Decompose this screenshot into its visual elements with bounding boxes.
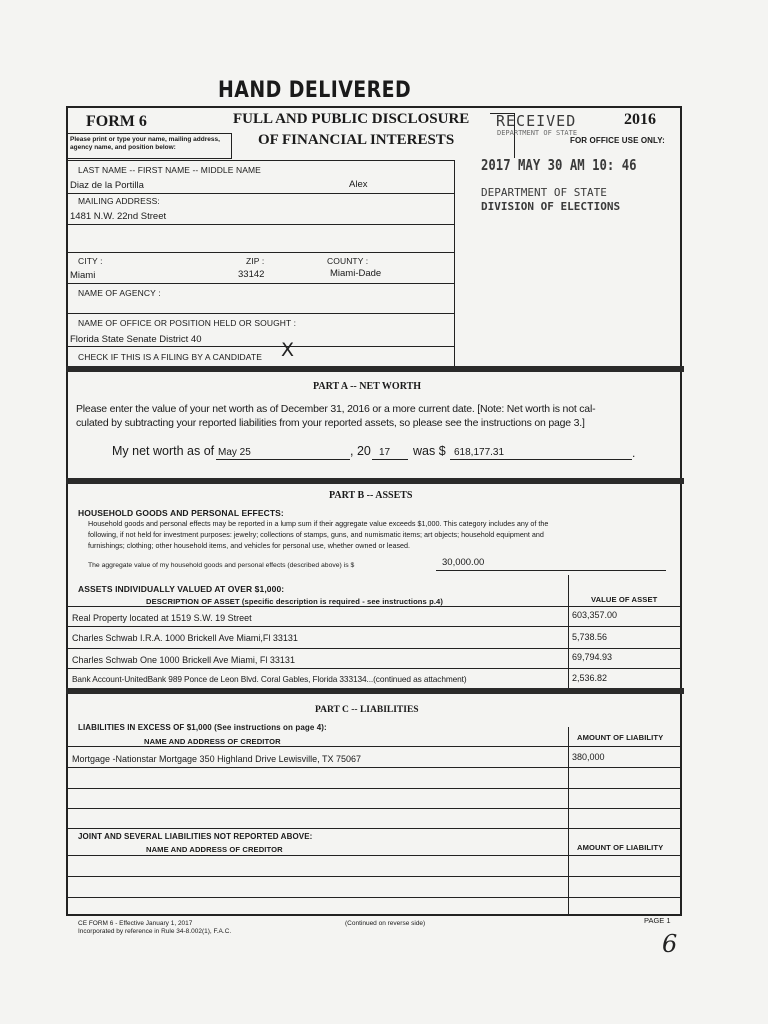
- zip-label: ZIP :: [246, 256, 265, 266]
- received-dept-top: DEPARTMENT OF STATE: [497, 129, 578, 137]
- footer-page: PAGE 1: [644, 916, 671, 925]
- form-title-line2: OF FINANCIAL INTERESTS: [258, 132, 455, 148]
- candidate-label: CHECK IF THIS IS A FILING BY A CANDIDATE: [78, 352, 262, 362]
- form-number: FORM 6: [86, 113, 147, 130]
- net-worth-amount: 618,177.31: [454, 447, 505, 458]
- net-worth-was: was $: [413, 444, 446, 458]
- part-a-instructions-2: culated by subtracting your reported liabilities from your reported assets, so please see the instructions on page 3.]: [76, 417, 585, 429]
- asset-row-value: 2,536.82: [572, 673, 608, 683]
- received-stamp: RECEIVED: [496, 112, 577, 130]
- part-c-title: PART C -- LIABILITIES: [315, 705, 419, 715]
- asset-row-value: 69,794.93: [572, 652, 613, 662]
- city-label: CITY :: [78, 256, 103, 266]
- joint-creditor-header: NAME AND ADDRESS OF CREDITOR: [146, 845, 283, 854]
- asset-row-desc: Real Property located at 1519 S.W. 19 Street: [72, 613, 252, 623]
- mailing-label: MAILING ADDRESS:: [78, 196, 160, 206]
- footer-form-ref: CE FORM 6 - Effective January 1, 2017: [78, 920, 193, 927]
- footer-continued: (Continued on reverse side): [345, 920, 426, 927]
- form-year: 2016: [624, 111, 656, 128]
- county-label: COUNTY :: [327, 256, 369, 266]
- liability-row-amount: 380,000: [572, 752, 605, 762]
- asset-row-desc: Bank Account-UnitedBank 989 Ponce de Leon Blvd. Coral Gables, Florida 333134...(continued as attachment): [72, 674, 467, 684]
- office-value: Florida State Senate District 40: [70, 334, 202, 345]
- asset-row-value: 5,738.56: [572, 632, 608, 642]
- received-datetime: 2017 MAY 30 AM 10: 46: [481, 156, 637, 174]
- candidate-checkbox[interactable]: X: [281, 339, 295, 361]
- last-name-value: Diaz de la Portilla: [70, 180, 144, 191]
- liabilities-heading: LIABILITIES IN EXCESS OF $1,000 (See instructions on page 4):: [78, 723, 327, 732]
- net-worth-period: .: [632, 446, 636, 460]
- net-worth-year: 17: [379, 447, 391, 458]
- mailing-address-value: 1481 N.W. 22nd Street: [70, 211, 167, 222]
- hand-delivered-stamp: HAND DELIVERED: [218, 78, 412, 103]
- received-division: DIVISION OF ELECTIONS: [481, 200, 621, 213]
- office-label: NAME OF OFFICE OR POSITION HELD OR SOUGHT :: [78, 318, 297, 328]
- liability-row-creditor: Mortgage -Nationstar Mortgage 350 Highland Drive Lewisville, TX 75067: [72, 754, 361, 764]
- handwritten-page-number: 6: [662, 930, 678, 958]
- received-department: DEPARTMENT OF STATE: [481, 186, 607, 199]
- agency-label: NAME OF AGENCY :: [78, 288, 161, 298]
- net-worth-comma20: , 20: [350, 444, 371, 458]
- household-heading: HOUSEHOLD GOODS AND PERSONAL EFFECTS:: [78, 508, 284, 518]
- part-a-instructions-1: Please enter the value of your net worth as of December 31, 2016 or a more current date. [Note: Net worth is not cal-: [76, 403, 596, 415]
- asset-row-desc: Charles Schwab One 1000 Brickell Ave Miami, Fl 33131: [72, 655, 295, 665]
- amount-header: AMOUNT OF LIABILITY: [577, 733, 664, 742]
- aggregate-value: 30,000.00: [442, 557, 485, 568]
- footer-rule-ref: Incorporated by reference in Rule 34-8.002(1), F.A.C.: [78, 928, 232, 935]
- asset-desc-header: DESCRIPTION OF ASSET (specific description is required - see instructions p.4): [146, 597, 443, 606]
- asset-value-header: VALUE OF ASSET: [591, 595, 658, 604]
- county-value: Miami-Dade: [330, 268, 382, 279]
- office-use-label: FOR OFFICE USE ONLY:: [570, 136, 665, 145]
- asset-row-desc: Charles Schwab I.R.A. 1000 Brickell Ave Miami,Fl 33131: [72, 633, 298, 643]
- aggregate-label: The aggregate value of my household goods and personal effects (described above) is $: [88, 562, 355, 569]
- form-title-line1: FULL AND PUBLIC DISCLOSURE: [233, 111, 470, 127]
- creditor-header: NAME AND ADDRESS OF CREDITOR: [144, 737, 281, 746]
- name-label: LAST NAME -- FIRST NAME -- MIDDLE NAME: [78, 165, 261, 175]
- joint-amount-header: AMOUNT OF LIABILITY: [577, 843, 664, 852]
- household-text-3: furnishings; clothing; other household items, and vehicles for personal use, whether owned or leased.: [88, 541, 411, 550]
- first-name-value: Alex: [349, 179, 368, 190]
- zip-value: 33142: [238, 269, 265, 280]
- net-worth-prefix: My net worth as of: [112, 444, 215, 458]
- household-text-2: following, if not held for investment purposes: jewelry; collections of stamps, guns, and numismatic items; art objects; household equipment and: [88, 530, 544, 539]
- part-b-title: PART B -- ASSETS: [329, 490, 413, 501]
- city-value: Miami: [70, 270, 96, 281]
- instructions-text: Please print or type your name, mailing address, agency name, and position below:: [70, 136, 220, 151]
- net-worth-date: May 25: [218, 447, 251, 458]
- assets-heading: ASSETS INDIVIDUALLY VALUED AT OVER $1,000:: [78, 584, 285, 594]
- part-a-title: PART A -- NET WORTH: [313, 381, 422, 392]
- household-text-1: Household goods and personal effects may be reported in a lump sum if their aggregate value exceeds $1,000. This category includes any of the: [88, 519, 549, 528]
- asset-row-value: 603,357.00: [572, 610, 618, 620]
- joint-heading: JOINT AND SEVERAL LIABILITIES NOT REPORTED ABOVE:: [78, 832, 313, 841]
